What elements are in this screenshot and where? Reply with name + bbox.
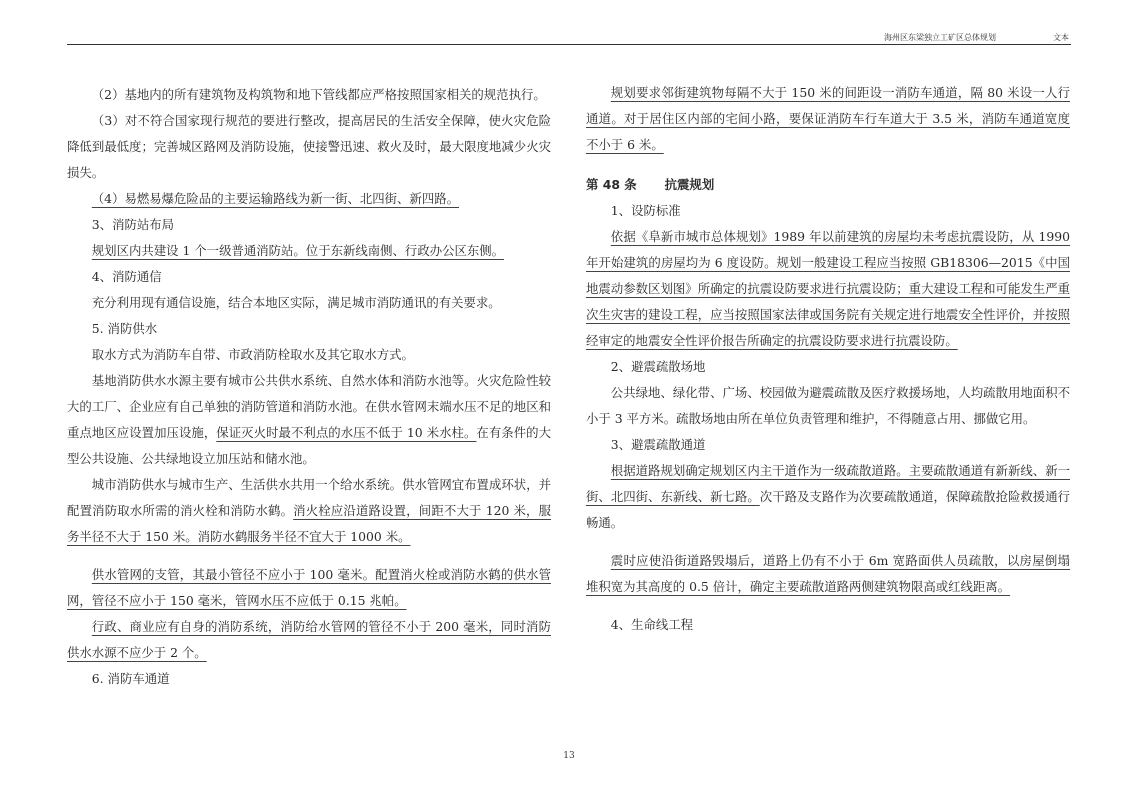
article-title: 抗震规划: [664, 177, 715, 192]
section-heading: 6. 消防车通道: [91, 671, 170, 686]
underlined-text: 依据《阜新市城市总体规划》1989 年以前建筑的房屋均未考虑抗震设防，从 1990 年开始建筑的房屋均为 6 度设防。规划一般建设工程应当按照 GB18306—2015《中国地震动参数区划图》所确定的抗震设防要求进行抗震设防；重大建设工程和可能发生严重次生灾害的建设工程，应当按照国家法律或国务院有关规定进行地震安全性评价，并按照经审定的地震安全性评价报告所确定的抗震设防要求进行抗震设防。: [586, 229, 1070, 348]
paragraph: [586, 458, 1070, 536]
underlined-text: 震时应使沿街道路毁塌后，道路上仍有不小于 6m 宽路面供人员疏散，以房屋倒塌堆积宽为其高度的 0.5 倍计，确定主要疏散道路两侧建筑物限高或红线距离。: [586, 553, 1070, 594]
document-type-tag: 文本: [1053, 33, 1069, 42]
section-heading: 1、设防标准: [610, 203, 681, 218]
text: 城市消防供水与城市生产、生活供水共用一个给水系统。供水管网宜布置成环状，并配置消防取水所需的消火栓和消防水鹤。: [67, 477, 551, 518]
paragraph: （3）对不符合国家现行规范的要进行整改，提高居民的生活安全保障，使火灾危险降低到最低度；完善城区路网及消防设施，使接警迅速、救火及时，最大限度地减少火灾损失。: [67, 113, 551, 180]
text: 在有条件的大型公共设施、公共绿地设立加压站和储水池。: [67, 425, 552, 466]
paragraph-underlined: [586, 224, 1070, 354]
underlined-text: 规划要求邻街建筑物每隔不大于 150 米的间距设一消防车通道，隔 80 米设一人行通道。对于居住区内部的宅间小路，要保证消防车行车道大于 3.5 米，消防车通道宽度不小于 6 米。: [586, 85, 1070, 152]
section-heading: 5. 消防供水: [91, 321, 158, 336]
paragraph-underlined: [67, 614, 551, 666]
article-heading: [586, 172, 1070, 198]
paragraph: 充分利用现有通信设施，结合本地区实际，满足城市消防通讯的有关要求。: [91, 295, 501, 310]
underlined-text: 根据道路规划确定规划区内主干道作为一级疏散道路。主要疏散通道有新新线、新一街、北四街、东新线、新七路。: [586, 463, 1070, 504]
underlined-text: （4）易燃易爆危险品的主要运输路线为新一街、北四街、新四路。: [91, 191, 460, 206]
section-heading: 2、避震疏散场地: [610, 359, 706, 374]
paragraph-underlined: [586, 80, 1070, 158]
underlined-text: 行政、商业应有自身的消防系统，消防给水管网的管径不小于 200 毫米，同时消防供水水源不应少于 2 个。: [67, 619, 551, 660]
page-number: 13: [563, 751, 575, 761]
paragraph: 取水方式为消防车自带、市政消防栓取水及其它取水方式。: [91, 347, 414, 362]
article-number: 第 48 条: [586, 177, 637, 192]
underlined-text: 消火栓应沿道路设置，间距不大于 120 米，服务半径不大于 150 米。消防水鹤服务半径不宜大于 1000 米。: [67, 503, 552, 544]
section-heading: 4、消防通信: [91, 269, 162, 284]
paragraph-underlined: [67, 186, 551, 212]
page-header: [67, 26, 1071, 45]
text: 基地消防供水水源主要有城市公共供水系统、自然水体和消防水池等。火灾危险性较大的工厂、企业应有自己单独的消防管道和消防水池。在供水管网末端水压不足的地区和重点地区应设置加压设施，: [67, 373, 551, 440]
paragraph: 公共绿地、绿化带、广场、校园做为避震疏散及医疗救援场地，人均疏散用地面积不小于 3 平方米。疏散场地由所在单位负责管理和维护，不得随意占用、挪做它用。: [586, 385, 1070, 426]
paragraph-underlined: [67, 562, 551, 614]
paragraph: [67, 368, 551, 472]
section-heading: 4、生命线工程: [610, 617, 694, 632]
paragraph: [67, 472, 551, 550]
section-heading: 3、避震疏散通道: [610, 437, 706, 452]
section-heading: 3、消防站布局: [91, 217, 175, 232]
right-column: [586, 80, 1070, 638]
left-column: [67, 82, 551, 692]
underlined-text: 保证灭火时最不利点的水压不低于 10 米水柱。: [216, 425, 477, 440]
paragraph: （2）基地内的所有建筑物及构筑物和地下管线都应严格按照国家相关的规范执行。: [91, 87, 546, 102]
paragraph-underlined: [586, 548, 1070, 600]
underlined-text: 供水管网的支管，其最小管径不应小于 100 毫米。配置消火栓或消防水鹤的供水管网，管径不应小于 150 毫米，管网水压不应低于 0.15 兆帕。: [67, 567, 551, 608]
text: 次干路及支路作为次要疏散通道，保障疏散抢险救援通行畅通。: [586, 489, 1071, 530]
document-title: 海州区东梁独立工矿区总体规划: [884, 33, 996, 42]
underlined-text: 规划区内共建设 1 个一级普通消防站。位于东新线南侧、行政办公区东侧。: [91, 243, 505, 258]
paragraph-underlined: [67, 238, 551, 264]
